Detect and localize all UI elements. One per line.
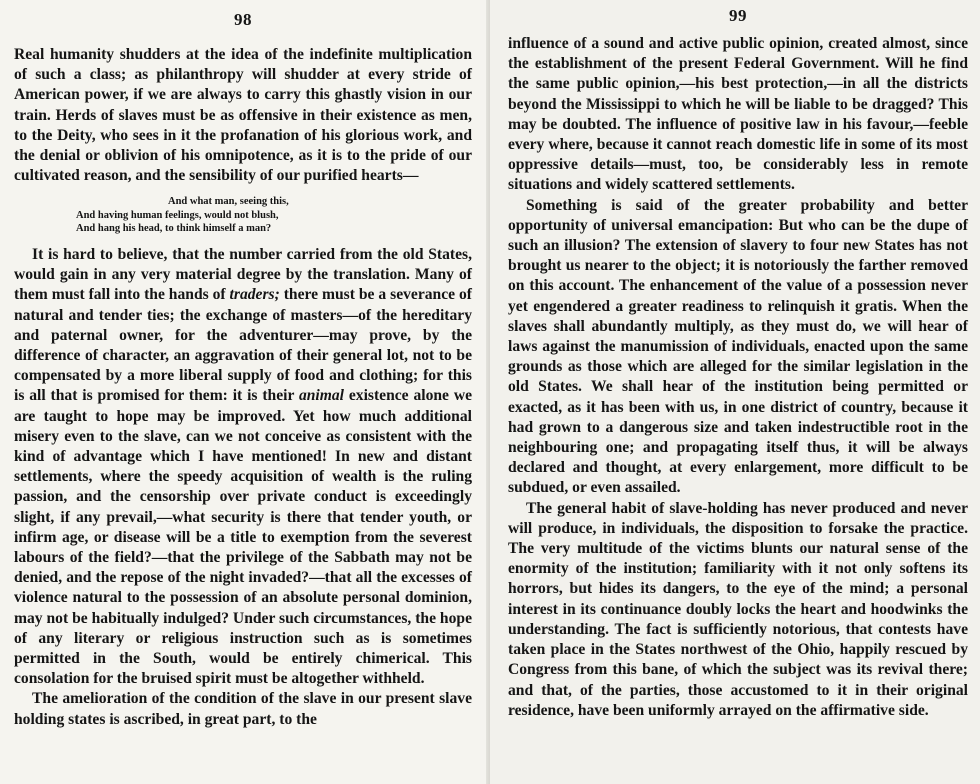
left-paragraph-3: The amelioration of the condition of the slave in our present slave holding states is ascribed, in great part, to the <box>14 690 472 728</box>
left-page-body <box>14 45 472 730</box>
paragraph-text: It is hard to believe, that the number carried from the old States, would gain in any very material degree by the translation. Many of them must fall into the hands of <box>14 245 472 304</box>
right-page-body <box>508 34 968 721</box>
right-paragraph-1: influence of a sound and active public opinion, created almost, since the establishment of the present Federal Government. Will he find the same public opinion,—his best protection,—in all the districts beyond the Mississippi to which he will be liable to be dragged? This may be doubted. The influence of positive law in his favour,—feeble every where, because it cannot reach domestic life in some of its most oppressive details—must, too, be considerably less in remote situations and widely scattered settlements. <box>508 35 968 194</box>
italic-word: traders; <box>229 286 280 304</box>
page-number-left: 98 <box>234 10 252 29</box>
page-number-right: 99 <box>729 6 747 25</box>
right-paragraph-2: Something is said of the greater probability and better opportunity of universal emancipation: But who can be the dupe of such an illusion? The extension of slavery to four new States has not brought us nearer to the object; it is notoriously the farther removed on this account. The enhancement of the value of a possession never yet engendered a greater readiness to relinquish it gratis. When the slaves shall abundantly multiply, as they must do, we will hear of laws against the manumission of individuals, enacted upon the same grounds as those which are alleged for the similar legislation in the old States. We shall hear of the institution being permitted or exacted, as it has been with us, in one district of country, because it had grown to a dangerous size and taken indestructible root in the neighbouring one; and propagating itself thus, it will be always declared and thought, at every enlargement, more difficult to be subdued, or even assailed. <box>508 196 968 497</box>
verse-quotation <box>76 195 472 236</box>
right-paragraph-3: The general habit of slave-holding has never produced and never will produce, in individuals, the disposition to forsake the practice. The very multitude of the victims blunts our natural sense of the enormity of the institution; familiarity with it not only softens its horrors, but hides its dangers, to the eye of the mind; a personal interest in its continuance doubly locks the heart and hoodwinks the understanding. The fact is sufficiently notorious, that contests have taken place in the States northwest of the Ohio, happily rescued by Congress from this bane, of which the subject was its revival there; and that, of the parties, those accustomed to it in their original residence, have been uniformly arrayed on the affirmative side. <box>508 499 968 719</box>
verse-line: And hang his head, to think himself a man? <box>76 223 272 235</box>
paragraph-text: there must be a severance of natural and tender ties; the exchange of masters—of the hereditary and paternal owner, for the adventurer—may prove, by the difference of character, an aggravation of their general lot, not to be compensated by a more liberal supply of food and clothing; for this is all that is promised for them: it is their <box>14 286 472 405</box>
italic-word: animal <box>298 387 345 405</box>
left-paragraph-1: Real humanity shudders at the idea of the indefinite multiplication of such a class; as philanthropy will shudder at every stride of American power, if we are always to carry this ghastly vision in our train. Herds of slaves must be as offensive in their existence as men, to the Deity, who sees in it the profanation of his glorious work, and the denial or oblivion of his omnipotence, as it is to the pride of our cultivated reason, and the sensibility of our purified hearts— <box>14 46 472 185</box>
verse-line: And what man, seeing this, <box>168 196 289 208</box>
left-paragraph-2 <box>14 245 472 689</box>
paragraph-text: existence alone we are taught to hope may be improved. Yet how much additional misery even to the slave, can we not conceive as consistent with the kind of advantage which I have mentioned! In new and distant settlements, where the speedy acquisition of wealth is the ruling passion, and the censorship over private conduct is exceedingly slight, if any prevail,—what security is there that tender youth, or infirm age, or disease will be a title to exemption from the severest labours of the field?—that the privilege of the Sabbath may not be denied, and the repose of the night invaded?—that all the excesses of violence natural to the possession of an absolute personal dominion, may not be habitually indulged? Under such circumstances, the hope of any literary or religious instruction such as is sometimes permitted in the South, would be entirely chimerical. This consolation for the bruised spirit must be altogether withheld. <box>14 387 472 688</box>
right-page <box>490 0 980 784</box>
verse-line: And having human feelings, would not blush, <box>76 209 279 221</box>
